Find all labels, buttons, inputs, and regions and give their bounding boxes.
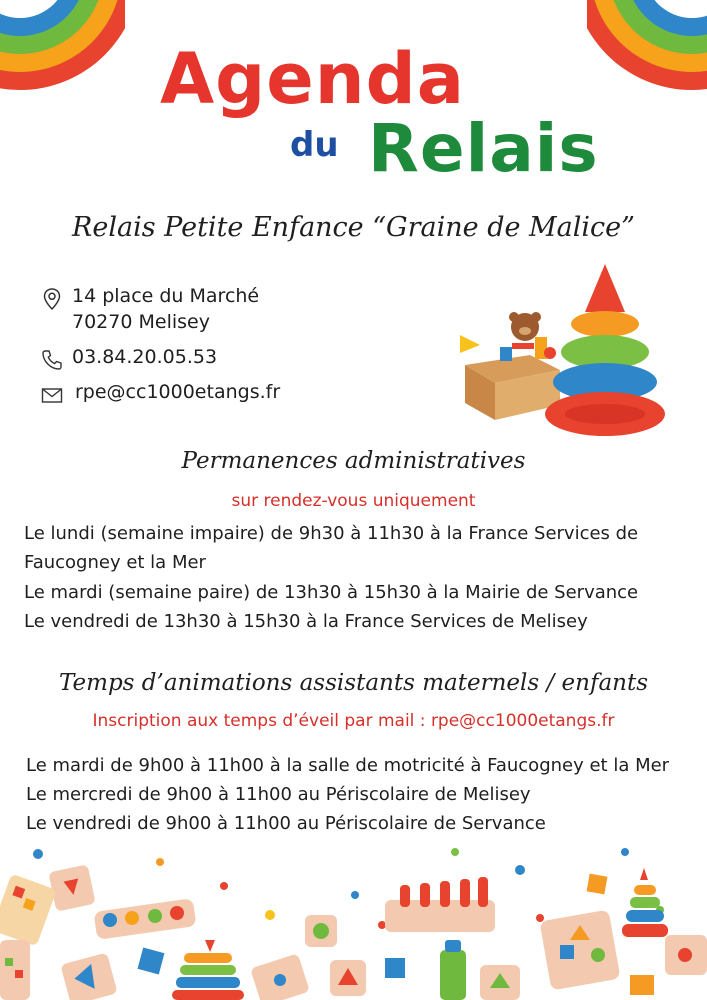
address-line-2: 70270 Melisey bbox=[72, 311, 210, 333]
permanence-line-3: Le mardi (semaine paire) de 13h30 à 15h30 à la Mairie de Servance bbox=[24, 582, 639, 603]
permanence-line-4: Le vendredi de 13h30 à 15h30 à la France Services de Melisey bbox=[24, 611, 588, 632]
animations-heading: Temps d’animations assistants maternels / enfants bbox=[58, 670, 649, 696]
animation-line-3: Le vendredi de 9h00 à 11h00 au Périscolaire de Servance bbox=[26, 813, 546, 834]
rainbow-corner-right-decoration bbox=[587, 0, 707, 110]
contact-address bbox=[40, 285, 259, 333]
rainbow-corner-left-decoration bbox=[0, 0, 125, 110]
contact-phone bbox=[40, 346, 217, 372]
stacking-rings-illustration bbox=[543, 262, 668, 442]
contact-email bbox=[40, 381, 280, 407]
location-pin-icon bbox=[40, 287, 64, 311]
animations-note: Inscription aux temps d’éveil par mail : rpe@cc1000etangs.fr bbox=[92, 711, 615, 731]
title-relais: Relais bbox=[368, 110, 599, 187]
permanence-line-1: Le lundi (semaine impaire) de 9h30 à 11h30 à la France Services de bbox=[24, 523, 639, 544]
permanence-line-2: Faucogney et la Mer bbox=[24, 552, 206, 573]
permanences-note: sur rendez-vous uniquement bbox=[231, 491, 476, 511]
phone-number[interactable]: 03.84.20.05.53 bbox=[72, 346, 218, 368]
title-agenda: Agenda bbox=[160, 38, 465, 120]
permanences-heading: Permanences administratives bbox=[181, 448, 526, 474]
address-line-1: 14 place du Marché bbox=[72, 285, 260, 307]
animation-line-1: Le mardi de 9h00 à 11h00 à la salle de motricité à Faucogney et la Mer bbox=[26, 755, 670, 776]
phone-icon bbox=[40, 348, 64, 372]
toys-border-decoration bbox=[0, 840, 707, 1000]
animation-line-2: Le mercredi de 9h00 à 11h00 au Périscolaire de Melisey bbox=[26, 784, 531, 805]
email-link[interactable]: rpe@cc1000etangs.fr bbox=[75, 381, 281, 403]
page-subtitle: Relais Petite Enfance “Graine de Malice” bbox=[72, 212, 635, 243]
envelope-icon bbox=[40, 383, 64, 407]
title-du: du bbox=[290, 125, 339, 165]
